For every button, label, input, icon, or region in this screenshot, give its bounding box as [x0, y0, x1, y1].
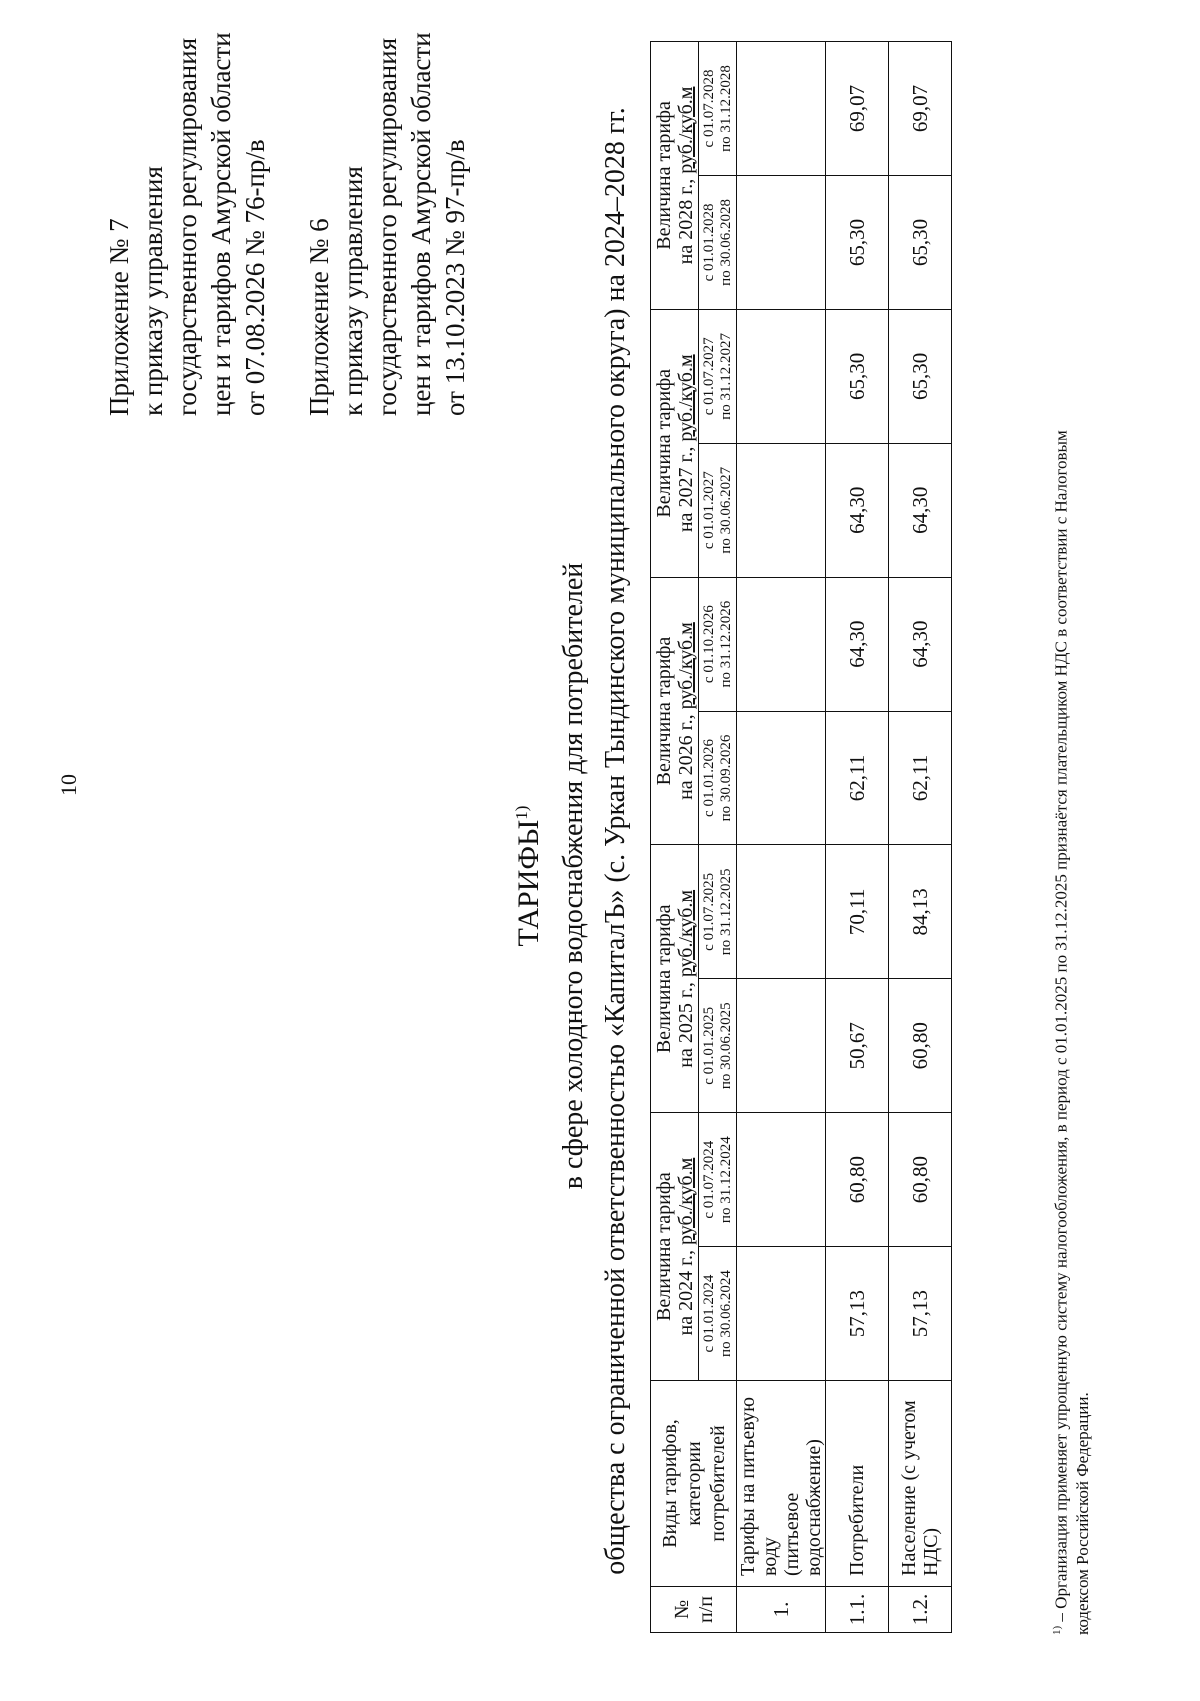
tariff-cell: 62,11 — [826, 711, 889, 845]
annex-6-line: от 13.10.2023 № 97-пр/в — [440, 139, 470, 416]
header-year-2028 — [651, 42, 699, 310]
footnote-line-1: $^{1)}$ – Организация применяет упрощенную систему налогообложения, в период с 01.01.2025 по 31.12.2025 признаётся плательщиком НДС в соответствии с Налоговым — [1051, 430, 1071, 1635]
header-period: с 01.07.2025 по 31.12.2025 — [699, 845, 737, 979]
tariff-cell: 65,30 — [826, 175, 889, 309]
header-year-2026 — [651, 577, 699, 845]
tariff-cell — [737, 309, 826, 443]
header-year-label: Величина тарифа — [652, 904, 675, 1054]
tariff-cell — [737, 1113, 826, 1247]
tariff-cell — [737, 577, 826, 711]
header-period: с 01.07.2027 по 31.12.2027 — [699, 309, 737, 443]
tariff-cell — [737, 711, 826, 845]
tariff-cell: 69,07 — [826, 42, 889, 176]
header-period: с 01.07.2028 по 31.12.2028 — [699, 42, 737, 176]
row-category: Тарифы на питьевую воду (питьевое водоснабжение) — [737, 1381, 826, 1587]
tariff-cell: 84,13 — [889, 845, 952, 979]
row-number: 1.2. — [889, 1587, 952, 1633]
annex-7-line: цен и тарифов Амурской области — [206, 32, 236, 416]
annex-7-line: Приложение № 7 — [104, 218, 134, 416]
tariff-cell: 64,30 — [889, 577, 952, 711]
row-number: 1.1. — [826, 1587, 889, 1633]
tariff-cell: 65,30 — [889, 309, 952, 443]
tariff-cell: 57,13 — [889, 1247, 952, 1381]
annex-6-line: государственного регулирования — [372, 37, 402, 416]
annex-6-line: Приложение № 6 — [304, 218, 334, 416]
title-line-1: в сфере холодного водоснабжения для потребителей — [558, 562, 589, 1190]
title-footnote-mark: 1) — [512, 805, 531, 820]
header-year-2027 — [651, 309, 699, 577]
tariff-cell: 65,30 — [889, 175, 952, 309]
header-period: с 01.10.2026 по 31.12.2026 — [699, 577, 737, 711]
annex-7-block — [102, 32, 272, 416]
annex-6-line: к приказу управления — [338, 166, 368, 416]
header-period: с 01.01.2027 по 30.06.2027 — [699, 443, 737, 577]
header-year-label: Величина тарифа — [652, 636, 675, 786]
page-number: 10 — [56, 774, 81, 796]
header-year-2025 — [651, 845, 699, 1113]
row-category: Потребители — [826, 1381, 889, 1587]
tariff-cell: 64,30 — [826, 443, 889, 577]
tariff-cell: 69,07 — [889, 42, 952, 176]
footnote-mark: 1) — [1051, 1625, 1063, 1635]
table-row — [826, 42, 889, 1633]
tariff-cell — [737, 443, 826, 577]
annex-7-line: от 07.08.2026 № 76-пр/в — [240, 139, 270, 416]
header-period: с 01.01.2028 по 30.06.2028 — [699, 175, 737, 309]
tariff-cell: 70,11 — [826, 845, 889, 979]
tariff-cell: 64,30 — [889, 443, 952, 577]
annex-6-line: цен и тарифов Амурской области — [406, 32, 436, 416]
tariff-cell — [737, 42, 826, 176]
header-year-label: Величина тарифа — [652, 101, 675, 250]
header-year-period: на 2028 г., руб./куб.м — [674, 86, 697, 265]
row-category: Население (с учетом НДС) — [889, 1381, 952, 1587]
table-row — [889, 42, 952, 1633]
annex-7-line: государственного регулирования — [172, 37, 202, 416]
footnote-line-2: кодексом Российской Федерации. — [1072, 1392, 1092, 1635]
tariff-cell: 60,80 — [889, 1113, 952, 1247]
tariff-cell — [737, 979, 826, 1113]
header-period: с 01.01.2026 по 30.09.2026 — [699, 711, 737, 845]
header-year-2024 — [651, 1113, 699, 1381]
header-year-period: на 2024 г., руб./куб.м — [674, 1157, 697, 1336]
header-category: Виды тарифов, категории потребителей — [651, 1381, 737, 1587]
tariff-cell: 57,13 — [826, 1247, 889, 1381]
header-period: с 01.01.2024 по 30.06.2024 — [699, 1247, 737, 1381]
header-year-label: Величина тарифа — [652, 1172, 675, 1321]
header-year-period: на 2025 г., руб./куб.м — [674, 889, 697, 1068]
tariff-cell: 62,11 — [889, 711, 952, 845]
annex-6-block — [302, 32, 472, 416]
header-year-period: на 2026 г., руб./куб.м — [674, 622, 697, 800]
footnote — [1047, 40, 1093, 1635]
tariff-cell: 64,30 — [826, 577, 889, 711]
table-row — [737, 42, 826, 1633]
title-line-2: общества с ограниченной ответственностью «КапиталЪ» (с. Уркан Тындинского муниципального округа) на 2024–2028 гг. — [600, 107, 631, 1575]
tariff-cell — [737, 845, 826, 979]
tariff-cell: 60,80 — [889, 979, 952, 1113]
header-period: с 01.01.2025 по 30.06.2025 — [699, 979, 737, 1113]
header-period: с 01.07.2024 по 31.12.2024 — [699, 1113, 737, 1247]
title-heading: ТАРИФЫ — [512, 819, 545, 947]
tariff-cell — [737, 175, 826, 309]
tariff-cell: 60,80 — [826, 1113, 889, 1247]
header-year-period: на 2027 г., руб./куб.м — [674, 354, 697, 533]
row-number: 1. — [737, 1587, 826, 1633]
tariff-cell: 50,67 — [826, 979, 889, 1113]
document-title — [512, 251, 546, 1501]
header-number: № п/п — [651, 1587, 737, 1633]
tariff-cell: 65,30 — [826, 309, 889, 443]
annex-7-line: к приказу управления — [138, 166, 168, 416]
tariff-table — [650, 41, 952, 1633]
tariff-cell — [737, 1247, 826, 1381]
header-year-label: Величина тарифа — [652, 368, 675, 518]
